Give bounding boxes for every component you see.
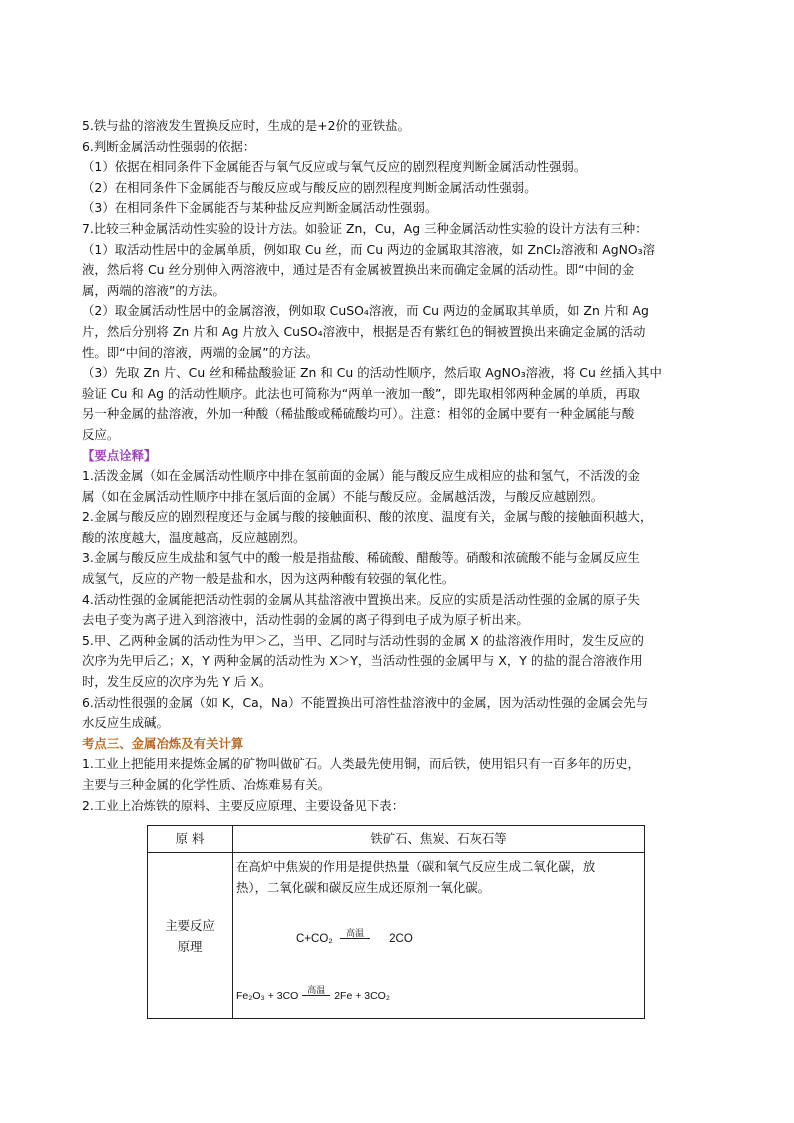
- smelting-table: [147, 825, 645, 1019]
- text-line: 2.金属与酸反应的剧烈程度还与金属与酸的接触面积、酸的浓度、温度有关，金属与酸的接触面积越大，: [82, 509, 653, 525]
- table-cell-label: 原 料: [148, 826, 233, 853]
- text-line: 另一种金属的盐溶液，外加一种酸（稀盐酸或稀硫酸均可）。注意：相邻的金属中要有一种金属能与酸: [82, 406, 635, 422]
- condition-text: 高温: [307, 985, 326, 995]
- text-line: （3）在相同条件下金属能否与某种盐反应判断金属活动性强弱。: [82, 200, 438, 216]
- text-line: 液，然后将 Cu 丝分别伸入两溶液中，通过是否有金属被置换出来而确定金属的活动性。即“中间的金: [82, 262, 635, 278]
- text-line: 片，然后分别将 Zn 片和 Ag 片放入 CuSO₄溶液中，根据是否有紫红色的铜被置换出来确定金属的活动: [82, 323, 646, 339]
- equation-products: 2Fe + 3CO₂: [334, 990, 390, 1002]
- text-line: 反应。: [82, 426, 120, 442]
- document-body: [82, 116, 718, 816]
- text-line: 酸的浓度越大，温度越高，反应越剧烈。: [82, 529, 306, 545]
- text-line: 成氢气，反应的产物一般是盐和水，因为这两种酸有较强的氧化性。: [82, 571, 455, 587]
- label-line: 主要反应: [165, 917, 215, 933]
- text-line: 6.活动性很强的金属（如 K，Ca，Na）不能置换出可溶性盐溶液中的金属，因为活动性强的金属会先与: [82, 694, 648, 710]
- text-line: 5.铁与盐的溶液发生置换反应时，生成的是+2价的亚铁盐。: [82, 118, 411, 133]
- key-points-heading: 【要点诠释】: [82, 447, 157, 463]
- section-heading: 考点三、金属冶炼及有关计算: [82, 735, 244, 751]
- text-line: 次序为先甲后乙；X，Y 两种金属的活动性为 X＞Y，当活动性强的金属甲与 X，Y 的盐的混合溶液作用: [82, 653, 643, 669]
- text-line: 6.判断金属活动性强弱的依据：: [82, 138, 256, 154]
- equation-2: [236, 985, 640, 1002]
- cell-text-line: 热），二氧化碳和碳反应生成还原剂一氧化碳。: [236, 880, 491, 895]
- cell-text-line: 在高炉中焦炭的作用是提供热量（碳和氧气反应生成二氧化碳，放: [236, 859, 596, 874]
- text-line: 验证 Cu 和 Ag 的活动性顺序。此法也可简称为“两单一液加一酸”，即先取相邻两种金属的单质，再取: [82, 385, 641, 401]
- text-line: 时，发生反应的次序为先 Y 后 X。: [82, 674, 272, 690]
- text-line: 1.活泼金属（如在金属活动性顺序中排在氢前面的金属）能与酸反应生成相应的盐和氢气，不活泼的金: [82, 468, 640, 484]
- text-line: 4.活动性强的金属能把活动性弱的金属从其盐溶液中置换出来。反应的实质是活动性强的金属的原子失: [82, 591, 640, 607]
- equation-products: 2CO: [389, 933, 413, 945]
- text-line: 属（如在金属活动性顺序中排在氢后面的金属）不能与酸反应。金属越活泼，与酸反应越剧烈。: [82, 488, 604, 504]
- text-line: （1）依据在相同条件下金属能否与氧气反应或与氧气反应的剧烈程度判断金属活动性强弱。: [82, 159, 587, 175]
- text-line: 2.工业上冶炼铁的原料、主要反应原理、主要设备见下表：: [82, 797, 405, 813]
- condition-text: 高温: [345, 928, 364, 938]
- text-line: （1）取活动性居中的金属单质，例如取 Cu 丝，而 Cu 两边的金属取其溶液，如 ZnCl₂溶液和 AgNO₃溶: [82, 241, 656, 257]
- condition-bar: [340, 938, 370, 939]
- text-line: 去电子变为离子进入到溶液中，活动性弱的金属的离子得到电子成为原子析出来。: [82, 612, 529, 628]
- text-line: 水反应生成碱。: [82, 715, 169, 731]
- table-row: [148, 853, 645, 1019]
- text-line: 1.工业上把能用来提炼金属的矿物叫做矿石。人类最先使用铜，而后铁，使用铝只有一百多年的历史，: [82, 756, 640, 772]
- text-line: （2）取金属活动性居中的金属溶液，例如取 CuSO₄溶液，而 Cu 两边的金属取其单质，如 Zn 片和 Ag: [82, 303, 649, 319]
- table-cell-value: 铁矿石、焦炭、石灰石等: [233, 826, 645, 853]
- equation-reactants: C+CO₂: [296, 933, 333, 945]
- reaction-condition: [340, 928, 370, 939]
- reaction-condition: [302, 985, 330, 996]
- text-line: 主要与三种金属的化学性质、冶炼难易有关。: [82, 777, 331, 792]
- condition-bar: [302, 995, 330, 996]
- text-line: 7.比较三种金属活动性实验的设计方法。如验证 Zn，Cu，Ag 三种金属活动性实验的设计方法有三种：: [82, 220, 648, 236]
- label-line: 原理: [177, 938, 203, 954]
- text-line: 3.金属与酸反应生成盐和氢气中的酸一般是指盐酸、稀硫酸、醋酸等。硝酸和浓硫酸不能与金属反应生: [82, 550, 640, 566]
- text-line: （2）在相同条件下金属能否与酸反应或与酸反应的剧烈程度判断金属活动性强弱。: [82, 179, 537, 195]
- text-line: 5.甲、乙两种金属的活动性为甲＞乙，当甲、乙同时与活动性弱的金属 X 的盐溶液作用时，发生反应的: [82, 632, 644, 648]
- equation-1: [296, 928, 640, 945]
- table-row: [148, 826, 645, 853]
- text-line: （3）先取 Zn 片、Cu 丝和稀盐酸验证 Zn 和 Cu 的活动性顺序，然后取 AgNO₃溶液，将 Cu 丝插入其中: [82, 365, 662, 381]
- table-cell-label: [148, 853, 233, 1019]
- table-cell-value: [233, 853, 645, 1019]
- equation-reactants: Fe₂O₃ + 3CO: [236, 990, 299, 1002]
- text-line: 属，两端的溶液”的方法。: [82, 282, 225, 298]
- text-line: 性。即“中间的溶液，两端的金属”的方法。: [82, 344, 319, 360]
